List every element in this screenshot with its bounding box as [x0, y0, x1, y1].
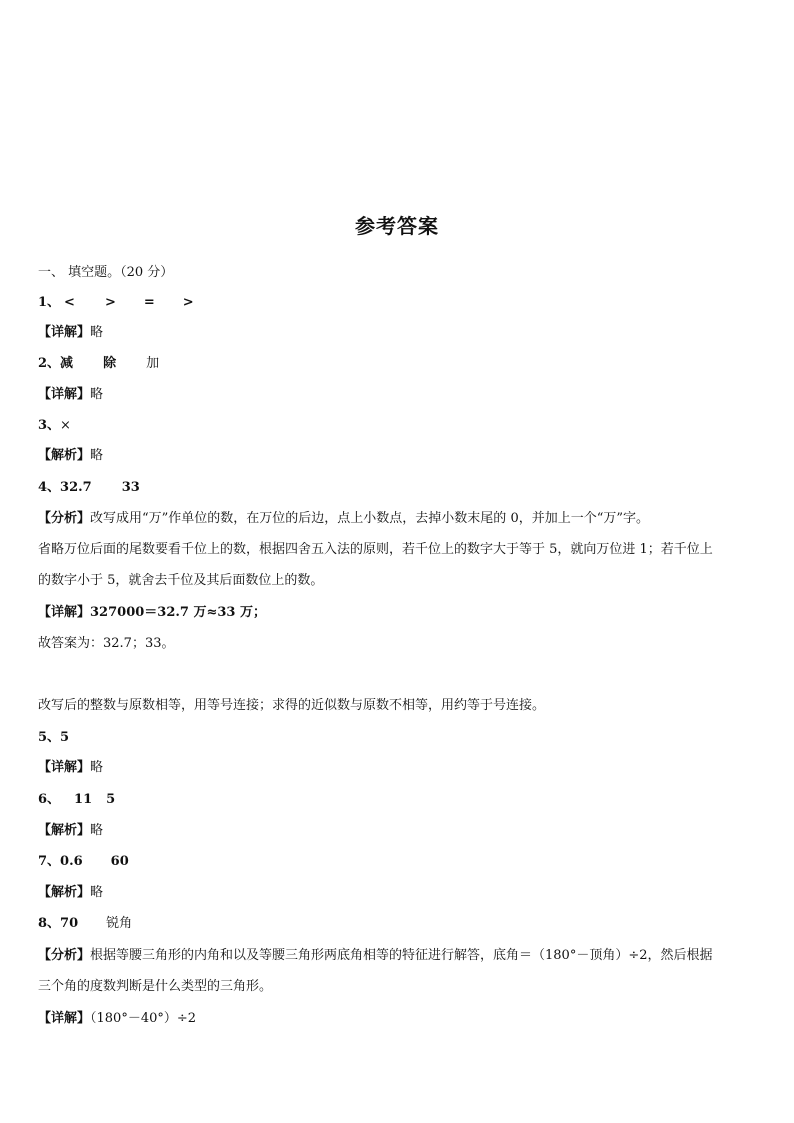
answer-part: >: [182, 295, 194, 310]
note-text: 327000＝32.7 万≈33 万；: [90, 605, 266, 620]
note-tag: 【解析】: [38, 885, 91, 900]
question-4-detail: [38, 604, 266, 622]
answer-part: 锐角: [106, 916, 133, 931]
question-number: 4、: [38, 480, 61, 495]
answer-part: 32.7: [60, 480, 92, 495]
question-number: 3、: [38, 418, 61, 433]
section-heading: 一、 填空题。（20 分）: [38, 265, 174, 280]
note-text: 根据等腰三角形的内角和以及等腰三角形两底角相等的特征进行解答，底角＝（180°－顶角）÷2，然后根据: [90, 948, 713, 963]
note-tag: 【解析】: [38, 448, 91, 463]
question-4-analysis-line-3: 的数字小于 5，就舍去千位及其后面数位上的数。: [38, 573, 324, 588]
note-text: （180°－40°）÷2: [90, 1011, 197, 1026]
answer-part: 11: [74, 792, 93, 807]
question-3-detail: [38, 447, 103, 465]
answer-part: 60: [110, 854, 129, 869]
answer-part: 70: [60, 916, 79, 931]
note-tag: 【解析】: [38, 823, 91, 838]
question-number: 8、: [38, 916, 61, 931]
note-tag: 【详解】: [38, 1011, 91, 1026]
note-tag: 【详解】: [38, 387, 91, 402]
question-2-answer: [38, 355, 159, 373]
note-tag: 【分析】: [38, 948, 91, 963]
question-4-answer: [38, 479, 140, 497]
page-title: 参考答案: [355, 214, 439, 238]
question-8-detail: [38, 1010, 196, 1028]
note-text: 略: [90, 760, 104, 775]
question-8-answer: [38, 915, 132, 933]
note-text: 略: [90, 387, 104, 402]
question-6-detail: [38, 822, 103, 840]
question-5-answer: [38, 729, 69, 747]
note-text: 略: [90, 823, 104, 838]
question-number: 2、: [38, 356, 61, 371]
question-3-answer: [38, 417, 71, 435]
note-tag: 【详解】: [38, 605, 91, 620]
answer-part: 除: [103, 356, 117, 371]
note-text: 略: [90, 325, 104, 340]
note-text: 略: [90, 885, 104, 900]
question-4-answer-line: 故答案为：32.7；33。: [38, 636, 175, 651]
question-7-answer: [38, 853, 129, 871]
question-6-answer: [38, 791, 115, 809]
answer-part: 5: [60, 730, 70, 745]
note-text: 略: [90, 448, 104, 463]
question-1-detail: [38, 324, 103, 342]
note-tag: 【详解】: [38, 325, 91, 340]
answer-part: ×: [60, 418, 71, 433]
question-4-analysis: [38, 510, 649, 528]
answer-part: 33: [121, 480, 140, 495]
answer-part: 5: [106, 792, 116, 807]
answer-part: 加: [146, 356, 160, 371]
question-5-detail: [38, 759, 103, 777]
question-2-detail: [38, 386, 103, 404]
question-number: 6、: [38, 792, 61, 807]
question-8-analysis: [38, 947, 713, 965]
question-number: 1、: [38, 295, 61, 310]
question-7-detail: [38, 884, 103, 902]
question-number: 7、: [38, 854, 61, 869]
answer-part: 减: [60, 356, 74, 371]
question-4-note: 改写后的整数与原数相等，用等号连接；求得的近似数与原数不相等，用约等于号连接。: [38, 698, 546, 713]
answer-part: >: [104, 295, 116, 310]
answer-part: 0.6: [60, 854, 83, 869]
question-number: 5、: [38, 730, 61, 745]
question-1-answer: [38, 294, 194, 312]
note-tag: 【分析】: [38, 511, 91, 526]
note-tag: 【详解】: [38, 760, 91, 775]
answer-part: <: [64, 295, 75, 310]
note-text: 改写成用“万”作单位的数，在万位的后边，点上小数点，去掉小数末尾的 0，并加上一个“万”字。: [90, 511, 650, 526]
answer-part: =: [143, 295, 155, 310]
question-4-analysis-line-2: 省略万位后面的尾数要看千位上的数，根据四舍五入法的原则，若千位上的数字大于等于 5，就向万位进 1；若千位上: [38, 542, 713, 557]
question-8-analysis-line-2: 三个角的度数判断是什么类型的三角形。: [38, 979, 273, 994]
